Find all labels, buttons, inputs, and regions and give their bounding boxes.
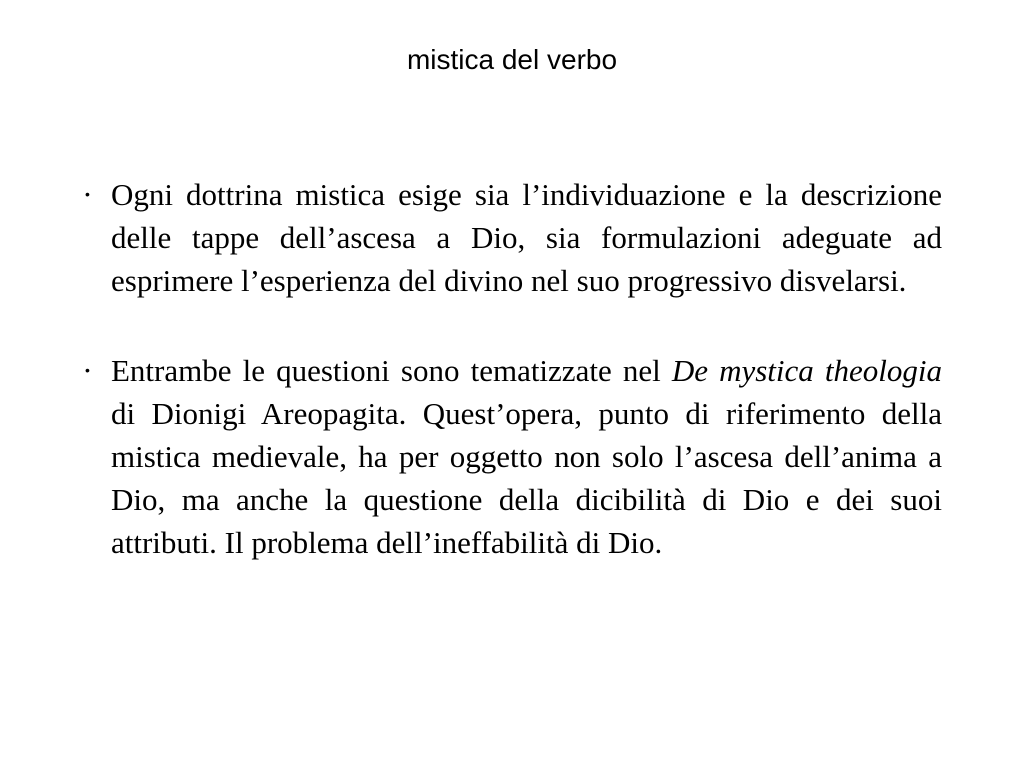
bullet-item <box>80 349 942 564</box>
work-title: De mystica theologia <box>671 353 942 388</box>
bullet-list <box>80 173 942 564</box>
slide-title: mistica del verbo <box>406 44 618 75</box>
bullet-text-end: di Dionigi Areopagita. Quest’opera, punto di riferimento della mistica medievale, ha per oggetto non solo l’ascesa dell’anima a Dio, ma anche la questione della dicibilità di Dio e dei suoi attributi. Il problema dell’ineffabilità di Dio. <box>111 396 942 560</box>
bullet-dot-icon: • <box>85 362 90 378</box>
bullet-text-start: Entrambe le questioni sono tematizzate nel <box>111 353 672 388</box>
bullet-item <box>80 173 942 302</box>
bullet-text: Ogni dottrina mistica esige sia l’individuazione e la descrizione delle tappe dell’ascesa a Dio, sia formulazioni adeguate ad esprimere l’esperienza del divino nel suo progressivo disvelarsi. <box>111 177 942 298</box>
bullet-dot-icon: • <box>85 186 90 202</box>
